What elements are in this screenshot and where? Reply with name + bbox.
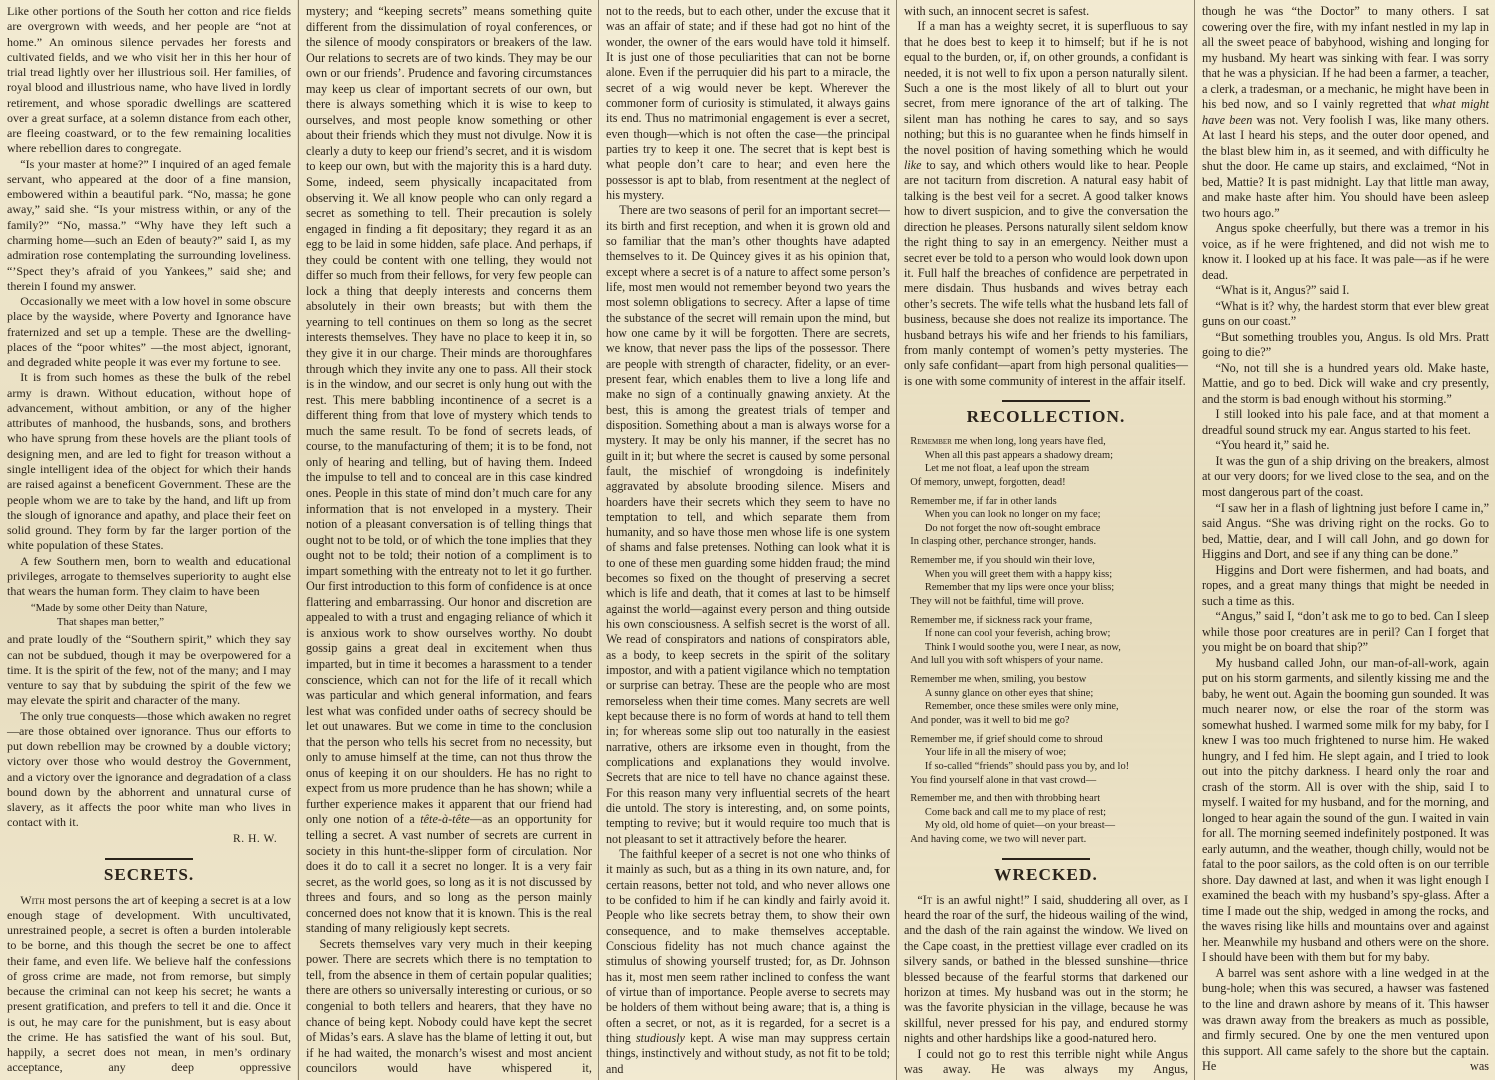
italic-run: what might have been [1202,97,1489,127]
poem-line: Remember, once these smiles were only mine, [924,701,1119,713]
column-1 [0,0,297,1080]
paragraph [1202,4,1489,221]
text-run: —as an opportunity for telling a secret. A vast number of secrets are current in society in this hunt-the-slipper form of circulation. Nor does it do to call it a secret no longer. It is a very fair secret, as the world goes, so long as it is not discussed by threes and fours, and so long as the person mainly concerned does not know that it is known. This is the real standing of many religiously kept secrets. [306,812,592,936]
paragraph: “I saw her in a flash of lightning just before I came in,” said Angus. “She was driving right on the rocks. Go to bed, Mattie, dear, and I will call John, and go down for Higgins and Dort, and see if any thing can be done.” [1202,500,1489,562]
poem-line: And having come, we two will never part. [910,834,1087,846]
poem-line: If so-called “friends” should pass you by, and lo! [924,760,1130,772]
poem-line: When you can look no longer on my face; [924,509,1101,521]
paragraph [606,847,890,1077]
poem [904,435,1188,847]
poem-line: Remember me, and then with throbbing heart [910,793,1101,805]
poem-line: A sunny glance on other eyes that shine; [924,687,1094,699]
poem-line: They will not be faithful, time will prove. [910,595,1084,607]
byline: R. H. W. [233,833,278,846]
poem-line: Remember that my lips were once your bliss; [924,582,1115,594]
decorative-rule [1002,858,1090,860]
paragraph: A few Southern men, born to wealth and educational privileges, arrogate to themselves superiority to aught else that wears the human form. They claim to have been [7,553,291,599]
italic-run: like [904,158,922,173]
poem-line: You find yourself alone in that vast crowd— [910,774,1097,786]
poem-stanza [904,614,1188,668]
poem-stanza [904,435,1188,489]
paragraph: “No, not till she is a hundred years old. Make haste, Mattie, and go to bed. Dick will wake and cry presently, and the storm is bad enough without his storming.” [1202,360,1489,406]
poem-line: Come back and call me to my place of rest; [924,806,1107,818]
italic-run: studiously [635,1030,685,1045]
section-heading: SECRETS. [103,864,195,884]
decorative-rule [1002,400,1090,402]
text-run: kept. A wise man may suppress certain things, instinctively and without study, as not fit to be told; and [606,1030,891,1076]
paragraph: not to the reeds, but to each other, under the excuse that it was an affair of state; and if these had got no hint of the wonder, the owner of the ears would have told it himself. It is just one of those peculiarities that can not be borne alone. Even if the perruquier did his part to a miracle, the secret of a wig would never be kept. Wherever the commoner form of curiosity is stimulated, it always gains its end. Thus no matrimonial engagement is ever a secret, even though—which is not often the case—the principal parties try to keep it one. The secret that is kept best is what people don’t care to hear; and even here the possessor is apt to blab, from resentment at the neglect of his mystery. [606,4,890,202]
column-5 [1194,0,1495,1080]
poem-stanza [904,792,1188,846]
paragraph: Like other portions of the South her cotton and rice fields are overgrown with weeds, and her people are “not at home.” An ominous silence pervades her forests and cultivated fields, and we who visit her in this her hour of trial tread lightly over her illustrious soil. Her families, of royal blood and illustrious name, who have lived in lordly retirement, and whose sporadic dwellings are scattered over a great surface, at a solemn distance from each other, are fleeing coastward, or to the few remaining localities where rebellion dares to congregate. [7,4,291,156]
paragraph: “Is your master at home?” I inquired of an aged female servant, who appeared at the door of a fine mansion, embowered within a beautiful park. “No, massa; he gone away,” said she. “Is your mistress within, or any of the family?” “No, massa.” “Why have they left such a charming home—such an Eden of beauty?” said I, as my admiration rose contemplating the surrounding loveliness. “’Spect they’s afraid of you Yankees,” said she; and therein I found my answer. [7,156,291,293]
poem-line: Your life in all the misery of woe; [924,747,1067,759]
text-run: The faithful keeper of a secret is not one who thinks of it mainly as such, but as a thing in its own nature, and, for certain reasons, better not told, and who never allows one to be confided to him if he can kindly and fairly avoid it. People who like secrets betray them, to show their own consequence, and to make themselves acceptable. Conscious fidelity has not much chance against the stimulus of showing yourself trusted; for, as Dr. Johnson has it, most men seem rather inclined to confess the want of virtue than of importance. People averse to secrets may be holders of them without being aware; that is, a thing is often a secret, or not, as it is regarded, for a secret is a thing [606,847,890,1045]
section-heading: RECOLLECTION. [966,407,1126,427]
poem-line [904,435,1188,449]
paragraph: I still looked into his pale face, and at that moment a dreadful sound struck my ear. Angus started to his feet. [1202,407,1489,437]
paragraph: My husband called John, our man-of-all-work, again put on his storm garments, and silently kissing me and the baby, he went out. Again the booming gun sounded. It was much nearer now, or else the roar of the storm was somewhat hushed. I warmed some milk for my baby, for I knew I was too much frightened to nurse him. He waked hungry, and I fed him. He slept again, and I tried to look out into the pitchy darkness. I heard only the roar and crash of the storm. All is over with the ship, said I to myself. I waited for my husband, and for the morning, and longed to hear again the sound of the gun. I waited in vain for all. The morning seemed indefinitely postponed. It was early autumn, and the weather, though chilly, would not be fatal to the poor sailors, as the cold often is on our terrible shore. Day dawned at last, and when it was light enough I examined the beach with my husband’s spy-glass. After a time I made out the ship, wedged in among the rocks, and the waves rising like hills and mountains over and against her. Meanwhile my husband and others were on the shore. I should have been with them but for my baby. [1202,655,1489,965]
paragraph: Higgins and Dort were fishermen, and had boats, and ropes, and a great many things that might be needed in such a time as this. [1202,562,1489,608]
paragraph [904,893,1188,1047]
paragraph: The only true conquests—those which awaken no regret—are those obtained over ignorance. Thus our efforts to put down rebellion may be crowned by a double victory; victory over those who would destroy the Government, and a victory over the ignorance and degradation of a class bound down by the abhorrent and unnatural curse of slavery, as it affects the poor white man who lives in contact with it. [7,708,291,830]
paragraph: with such, an innocent secret is safest. [904,4,1090,18]
paragraph [7,893,291,1076]
text-run: is an awful night!” I said, shuddering all over, as I heard the roar of the surf, the hideous wailing of the wind, and the dash of the rain against the window. We lived on the Cape coast, in the prettiest village ever cradled on its silvery sands, or bathed in the blessed sunshine—thrice blessed because of the fearful storms that darkened our horizon at times. My husband was out in the storm; he was the favorite physician in the village, because he was skillful, never pressed for his pay, and endured stormy nights and other hardships like a good-natured hero. [904,892,1188,1046]
paragraph: “But something troubles you, Angus. Is old Mrs. Pratt going to die?” [1202,329,1489,360]
paragraph [904,19,1188,389]
poem-line: Do not forget the now oft-sought embrace [924,522,1101,534]
paragraph: Occasionally we meet with a low hovel in some obscure place by the wayside, where Poverty and Ignorance have fraternized and set up a temple. These are the dwelling-places of the “poor whites” —the most abject, ignorant, and degraded white people it was ever my fortune to see. [7,294,291,370]
paragraph: It is from such homes as these the bulk of the rebel army is drawn. Without education, without hope of advancement, without ambition, or any of the higher attributes of manhood, the husbands, sons, and brothers who have sprung from these hovels are the pliant tools of designing men, and are led to fight for treason without a single intelligent idea of the object for which their hands are raised against a beneficent Government. These are the people whom we are to take by the hand, and lift up from the slough of ignorance and apathy, and place their feet on solid ground. They form by far the larger portion of the white population of these States. [7,370,291,553]
poem-line: Remember me, if grief should come to shroud [910,733,1103,745]
section-heading: WRECKED. [994,864,1098,884]
text-run: though he was “the Doctor” to many others. I sat cowering over the fire, with my infant nestled in my lap in all the sweet peace of babyhood, wishing and longing for my husband. My heart was sinking with fear. I was sorry that he was a physician. If he had been a farmer, a teacher, a clerk, a tradesman, or a mechanic, he might have been in his bed now, and so I vainly regretted that [1202,4,1489,112]
paragraph: “What is it, Angus?” said I. [1215,283,1350,298]
poem-line: Remember me, if sickness rack your frame, [910,614,1093,626]
lead-word: “It [917,892,933,907]
text-run: If a man has a weighty secret, it is superfluous to say that he does best to keep it to himself; but if he is not equal to the burden, or, if, on other grounds, a confidant is needed, it is not well to fix upon a person naturally silent. Such a one is the most likely of all to blurt out your secret, from mere ignorance of the art of talking. The silent man has nothing he cares to say, and so says nothing; but this is no guarantee when he finds himself in the novel position of having something which he would [904,19,1188,157]
poem-line: In clasping other, perchance stronger, hands. [910,536,1097,548]
block-quote [7,602,291,630]
paragraph: Secrets themselves vary very much in their keeping power. There are secrets which there is no temptation to tell, from the absence in them of certain popular qualities; there are others so universally interesting or curious, or so congenial to both tellers and hearers, that they have no chance of being kept. Nobody could have kept the secret of Midas’s ears. A slave has the blame of letting it out, but if he had waited, the monarch’s wisest and most ancient councilors would have whispered it, [306,936,592,1076]
paragraph: A barrel was sent ashore with a line wedged in at the bung-hole; when this was secured, a hawser was fastened to the line and drawn ashore by means of it. This hawser was drawn away from the breakers as much as possible, and firmly secured. One by one the men ventured upon this support. All came safely to the shore but the captain. He was [1202,965,1489,1074]
column-3 [598,0,896,1080]
poem-line: Remember me when, smiling, you bestow [910,674,1087,686]
italic-run: tête-à-tête [420,812,470,827]
paragraph: “Angus,” said I, “don’t ask me to go to bed. Can I sleep while those poor creatures are in peril? Can I forget that you might be on board that ship?” [1202,609,1489,655]
paragraph [306,4,592,937]
text-run: mystery; and “keeping secrets” means something quite different from the dissimulation of royal conferences, or the silence of moody conspirators or breakers of the law. Our relations to secrets are of two kinds. They may be our own or our friends’. Prudence and favoring circumstances may keep us clear of important secrets of our own, but there is always something which it is wise to keep to ourselves, and most people know something or other about their friends which they must not divulge. Now it is clearly a duty to keep our friend’s secret, and it is wisdom to keep our own, but with the majority this is a hard duty. Some, indeed, seem physically incapacitated from observing it. We all know people who can only regard a secret as something to tell. Their precaution is solely engaged in finding a fit depositary; they regard it as an egg to be laid in some hidden, safe place. And perhaps, if they could be content with one telling, they would not differ so much from their fellows, for very few people can lock a thing that deeply interests and concerns them absolutely in their own breasts; but with them the yearning to tell continues on them so long as the secret interests themselves. They have no place to keep it in, so they give it in our charge. Their minds are thoroughfares through which they invite any one to pass. All their stock is in the window, and our secret is only hung out with the rest. This mere babbling incontinence of a secret is a different thing from that love of mystery which tends to much the same result. To be fond of secrets leads, of course, to the manufacturing of them; it is to be fond, not only of hearing and telling, but of having them. Indeed the impulse to tell and to conceal are in this case kindred ones. People in this state of mind don’t much care for any information that is not enveloped in a mystery. Their notion of a pleasant conversation is of telling things that ought not to be told, or of which the tone implies that they ought not to be told; their notion of a compliment is to impart something with the entreaty not to let it go further. Our first introduction to this form of confidence is at once flattering and embarrassing. Our honor and discretion are appealed to with a trust and engaging reliance of which it is anxious work to show ourselves worthy. No doubt gossip gains a great deal in excitement when thus imparted, but in time it becomes a harassment to a tender conscience, which can not for the life of it recall which was particular and which general information, and fears lest what was confided under oaths of secrecy should be let out unawares. But we come in time to the conclusion that the person who tells his secret from no necessity, but only to amuse himself at the time, can not thus throw the onus of keeping it on our shoulders. He has no right to expect from us more prudence than he has shown; while a further experience makes it apparent that our friend had only one notion of a [306,4,592,827]
poem-line: If none can cool your feverish, aching brow; [924,628,1111,640]
lead-word: With [20,892,45,907]
poem-line: Think I would soothe you, were I near, as now, [924,641,1121,653]
paragraph: It was the gun of a ship driving on the breakers, almost at our very doors; for we lived close to the sea, and on the most dangerous part of the coast. [1202,453,1489,499]
poem-line: Of memory, unwept, forgotten, dead! [910,476,1066,488]
poem-line: Remember me, if you should win their love, [910,555,1095,567]
poem-stanza [904,554,1188,608]
poem-line: My old, old home of quiet—on your breast— [924,820,1116,832]
paragraph: “What is it? why, the hardest storm that ever blew great guns on our coast.” [1202,298,1489,329]
poem-line: And ponder, was it well to bid me go? [910,714,1070,726]
text-run: to say, and which others would like to hear. People are not taciturn from discretion. A natural easy habit of talking is the best veil for a secret. A good talker knows how to divert suspicion, and to give the conversation the direction he pleases. Persons naturally silent seldom know the right thing to say in an emergency. Neither must a secret ever be told to a person who would look down upon it. Full half the breaches of confidence are perpetrated in mere disdain. Thus husbands and wives betray each other’s secrets. The wife tells what the husband lets fall of business, because she does not realize its importance. The husband betrays his wife and her friends to his familiars, from manly contempt of women’s petty mysteries. The only safe confidant—apart from high personal qualities—is one with some community of interest in the affair itself. [904,158,1188,388]
column-2 [298,0,598,1080]
paragraph: and prate loudly of the “Southern spirit,” which they say can not be subdued, though it may be overpowered for a time. It is the spirit of the few, not of the many; and I may venture to say that by subduing the spirit of the few we may elevate the spirit and character of the many. [7,632,291,708]
poem-line: And lull you with soft whispers of your name. [910,655,1104,667]
poem-line: Let me not float, a leaf upon the stream [924,463,1090,475]
paragraph: “You heard it,” said he. [1215,438,1330,453]
paragraph: Angus spoke cheerfully, but there was a tremor in his voice, as if he were frightened, and did not wish me to know it. I looked up at his face. It was pale—as if he were dead. [1202,221,1489,282]
quote-line: “Made by some other Deity than Nature, [30,602,208,615]
text-run: was not. Very foolish I was, like many others. At last I heard his steps, and the outer door opened, and the blast blew him in, as it seemed, and with difficulty he shut the door. He came up stairs, and exclaimed, “Not in bed, Mattie? It is past midnight. Lay that little man away, and make haste after him. You should have been asleep two hours ago.” [1202,112,1489,220]
quote-line: That shapes man better,” [56,615,165,628]
column-4 [896,0,1194,1080]
text-run: most persons the art of keeping a secret is at a low enough stage of development. With uncultivated, unrestrained people, a secret is often a burden intolerable to be borne, and this though the secret be one to affect their fame, and even life. We believe half the confessions of gross crime are made, not from remorse, but simply because the criminal can not keep his secret; he wants a present gratification, and prefers to tell it and die. Once it is out, he may care for the punishment, but is easy about the crime. He has satisfied the want of his soul. But, happily, a secret does not mean, in men’s ordinary acceptance, any deep oppressive [7,892,291,1075]
poem-line: Remember me, if far in other lands [910,495,1057,507]
paragraph: I could not go to rest this terrible night while Angus was away. He was always my Angus, [904,1046,1188,1077]
decorative-rule [105,858,193,860]
poem-stanza [904,733,1188,787]
lead-word: Remember [910,436,952,448]
poem-stanza [904,673,1188,727]
text-run: me when long, long years have fled, [951,436,1106,448]
paragraph: There are two seasons of peril for an important secret—its birth and first reception, and when it is grown old and so familiar that the man’s other thoughts have adapted themselves to it. De Quincey gives it as his opinion that, except where a secret is of a nature to affect some person’s life, most men would not remember beyond two years the most solemn obligations to secrecy. After a lapse of time the substance of the secret will remain upon the mind, but how one came by it will be forgotten. There are secrets, we know, that never pass the lips of the possessor. There are people with strength of character, fidelity, or an ever-present fear, which enables them to live a long life and make no sign of a continually gnawing anxiety. At the best, this is among the greatest trials of temper and disposition. Something about a man is always worse for a mystery. It may be only his manner, if the secret has no guilt in it; but where the secret is caused by some personal fault, the mischief of wrongdoing is indefinitely aggravated by absolute brooding silence. Misers and hoarders have their secrets which they seem to have no temptation to tell, and which separate them from humanity, and so have those men whose life is one system of shams and false pretenses. Nothing can look what it is to one of these men guarding some hidden fraud; the mind becomes so fixed on the thought of preserving a secret which is life and death, that it comes at last to be himself against the world—against every person and thing outside his own consciousness. A selfish secret is the worst of all. We read of conspirators and nations of conspirators able, as a body, to keep secrets in the spirit of the solitary impostor, and with a patient vigilance which no temptation or surprise can betray. These are the people who are most remorseless when their time comes. Many secrets are well kept because there is no form of words at hand to tell them in; for whereas some slip out too naturally in the easiest narrative, others are irksome even in thought, from the complications and explanations they would involve. Secrets that are nice to tell have no chance against these. For this reason many very influential secrets of the heart die untold. The story is interesting, and, on some points, tempting to revive; but it would require too much that is not pleasant to set it attractively before the hearer. [606,203,890,846]
poem-line: When you will greet them with a happy kiss; [924,568,1113,580]
poem-line: When all this past appears a shadowy dream; [924,449,1113,461]
poem-stanza [904,495,1188,549]
